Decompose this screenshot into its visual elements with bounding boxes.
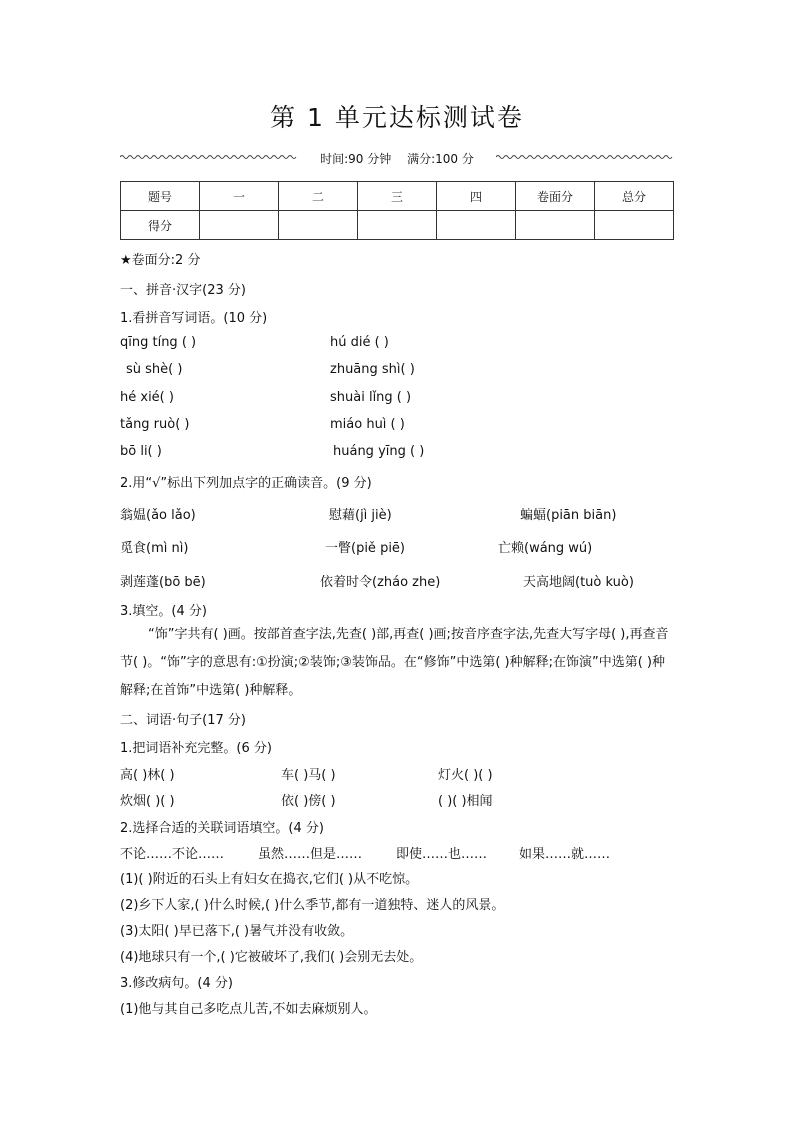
conjunction-item: (4)地球只有一个,( )它被破坏了,我们( )会别无去处。 [120, 950, 423, 965]
score-row-label: 得分 [121, 211, 200, 240]
score-cell[interactable] [516, 211, 595, 240]
section-heading: 二、词语·句子(17 分) [120, 713, 246, 728]
exam-time: 时间:90 分钟 [320, 152, 392, 166]
score-header-cell: 二 [279, 182, 358, 211]
score-table-row [121, 211, 674, 240]
score-header-cell: 四 [437, 182, 516, 211]
wave-divider-right [496, 154, 674, 160]
question-title: 1.看拼音写词语。(10 分) [120, 311, 268, 326]
idiom-item: 车( )马( ) [281, 768, 336, 783]
pinyin-item: miáo huì ( ) [330, 417, 405, 432]
reading-item: 慰藉(jì jiè) [329, 508, 392, 523]
pinyin-item: hú dié ( ) [330, 335, 389, 350]
pinyin-item: sù shè( ) [126, 362, 183, 377]
exam-full-score: 满分:100 分 [407, 152, 474, 166]
score-header-cell: 总分 [595, 182, 674, 211]
reading-item: 蝙蝠(piān biān) [520, 508, 617, 523]
conjunction-item: (3)太阳( )早已落下,( )暑气并没有收敛。 [120, 924, 354, 939]
conjunction-item: (1)( )附近的石头上有妇女在捣衣,它们( )从不吃惊。 [120, 872, 419, 887]
idiom-item: 高( )林( ) [120, 768, 175, 783]
pinyin-item: huáng yīng ( ) [333, 444, 425, 459]
fill-in-paragraph: “饰”字共有( )画。按部首查字法,先查( )部,再查( )画;按音序查字法,先查大写字母( ),再查音节( )。“饰”字的意思有:①扮演;②装饰;③装饰品。在“修饰”中选第( )种解释;在饰演”中选第( )种解释;在首饰”中选第( )种解释。 [120, 627, 669, 698]
score-header-cell: 题号 [121, 182, 200, 211]
pinyin-item: shuài lǐng ( ) [330, 390, 412, 405]
section-heading: 一、拼音·汉字(23 分) [120, 283, 246, 298]
score-cell[interactable] [358, 211, 437, 240]
reading-item: 觅食(mì nì) [120, 541, 189, 556]
exam-meta [120, 150, 674, 166]
reading-item: 翁媪(ǎo lǎo) [120, 508, 196, 523]
score-cell[interactable] [200, 211, 279, 240]
reading-item: 一瞥(piě piē) [325, 541, 405, 556]
idiom-item: ( )( )相闻 [438, 794, 493, 809]
score-cell[interactable] [595, 211, 674, 240]
sentence-item: (1)他与其自己多吃点儿苦,不如去麻烦别人。 [120, 1002, 377, 1017]
idiom-item: 依( )傍( ) [281, 794, 336, 809]
reading-item: 天高地阔(tuò kuò) [523, 575, 634, 590]
score-header-cell: 一 [200, 182, 279, 211]
score-cell[interactable] [437, 211, 516, 240]
idiom-item: 灯火( )( ) [438, 768, 493, 783]
pinyin-item: hé xié( ) [120, 390, 174, 405]
question-title: 1.把词语补充完整。(6 分) [120, 741, 272, 756]
conjunction-option: 不论……不论…… [120, 847, 225, 862]
conjunction-option: 即使……也…… [396, 847, 488, 862]
neatness-note: ★卷面分:2 分 [120, 253, 201, 268]
reading-item: 依着时令(zháo zhe) [320, 575, 441, 590]
reading-item: 剥莲蓬(bō bē) [120, 575, 206, 590]
page-title: 第 1 单元达标测试卷 [270, 103, 524, 132]
question-title: 2.用“√”标出下列加点字的正确读音。(9 分) [120, 476, 372, 491]
score-cell[interactable] [279, 211, 358, 240]
question-title: 3.修改病句。(4 分) [120, 976, 233, 991]
conjunction-option: 虽然……但是…… [258, 847, 363, 862]
reading-item: 亡赖(wáng wú) [498, 541, 593, 556]
question-title: 3.填空。(4 分) [120, 604, 207, 619]
pinyin-item: zhuāng shì( ) [330, 362, 415, 377]
pinyin-item: bō li( ) [120, 444, 162, 459]
conjunction-item: (2)乡下人家,( )什么时候,( )什么季节,都有一道独特、迷人的风景。 [120, 898, 505, 913]
question-title: 2.选择合适的关联词语填空。(4 分) [120, 821, 324, 836]
pinyin-item: qīng tíng ( ) [120, 335, 197, 350]
score-table-header [121, 182, 674, 211]
pinyin-item: tǎng ruò( ) [120, 417, 190, 432]
score-header-cell: 卷面分 [516, 182, 595, 211]
score-table [120, 181, 674, 240]
score-header-cell: 三 [358, 182, 437, 211]
conjunction-option: 如果……就…… [519, 847, 611, 862]
idiom-item: 炊烟( )( ) [120, 794, 175, 809]
